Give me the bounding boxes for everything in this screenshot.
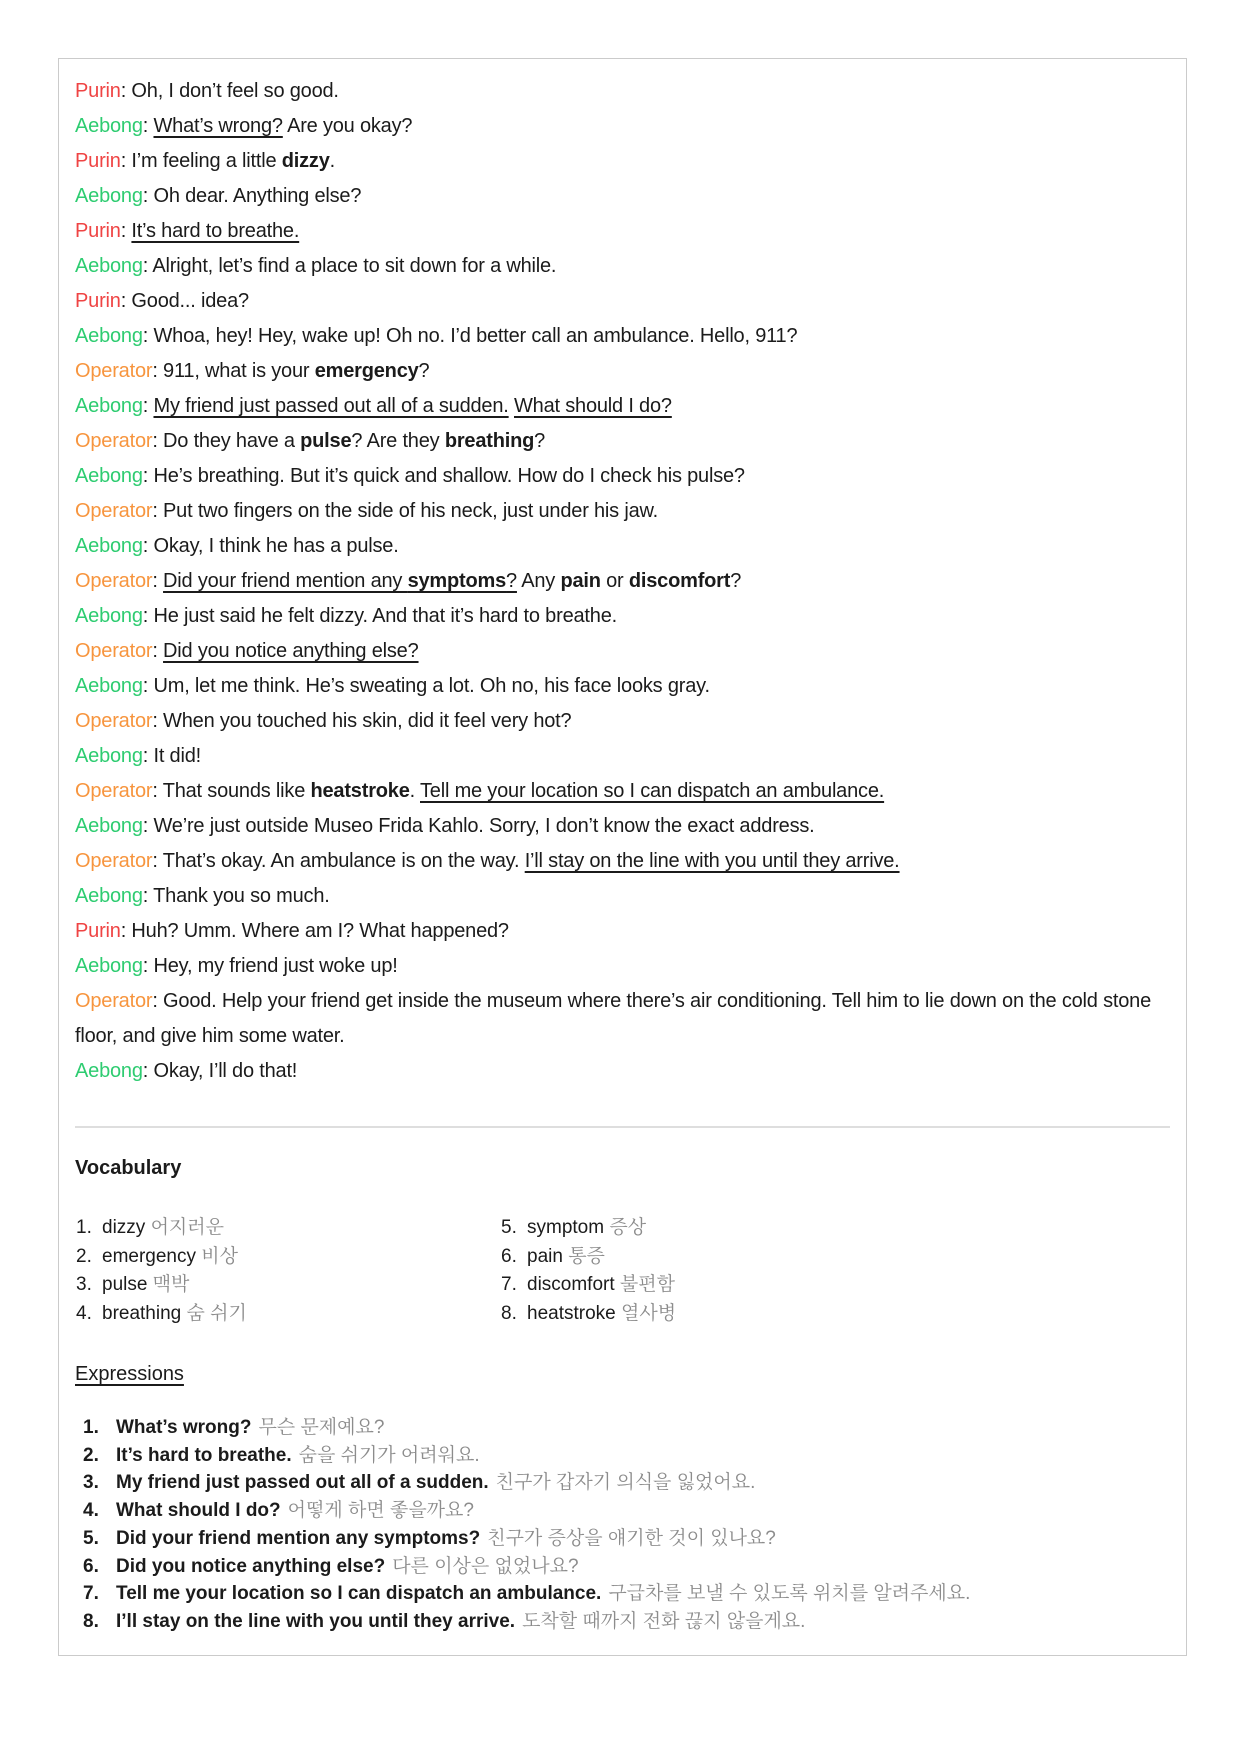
expression-item	[75, 1608, 1170, 1636]
speaker-name-operator: Operator	[75, 430, 153, 452]
dialogue-text: That’s okay. An ambulance is on the way.	[162, 850, 525, 872]
speaker-name-aebong: Aebong	[75, 115, 143, 137]
vocabulary-item	[500, 1214, 1170, 1243]
dialogue-line: Operator: Good. Help your friend get inside the museum where there’s air conditioning. Tell him to lie down on the cold stone floor, and give him some water.	[75, 990, 1151, 1047]
dialogue-line: Aebong: Okay, I’ll do that!	[75, 1060, 298, 1082]
dialogue-text: Are you okay?	[282, 115, 413, 137]
dialogue-text: Good... idea?	[131, 290, 249, 312]
dialogue-line: Aebong: He’s breathing. But it’s quick and shallow. How do I check his pulse?	[75, 465, 745, 487]
speaker-name-operator: Operator	[75, 360, 153, 382]
dialogue-text: When you touched his skin, did it feel very hot?	[163, 710, 572, 732]
dialogue-text: He just said he felt dizzy. And that it’s hard to breathe.	[153, 605, 617, 627]
vocabulary-item-number: 1.	[76, 1217, 92, 1238]
expression-item	[75, 1553, 1170, 1581]
dialogue-line: Purin: Good... idea?	[75, 290, 249, 312]
speaker-name-aebong: Aebong	[75, 535, 143, 557]
dialogue-text: Oh, I don’t feel so good.	[131, 80, 339, 102]
dialogue-text: I’ll stay on the line with you until they arrive.	[524, 850, 900, 872]
expression-item-korean: 다른 이상은 없었나요?	[392, 1555, 579, 1577]
dialogue-line: Operator: That sounds like heatstroke. Tell me your location so I can dispatch an ambulance.	[75, 780, 885, 802]
expression-item-english: It’s hard to breathe.	[116, 1444, 292, 1466]
speaker-name-aebong: Aebong	[75, 255, 143, 277]
speaker-name-aebong: Aebong	[75, 745, 143, 767]
dialogue-line: Operator: When you touched his skin, did it feel very hot?	[75, 710, 572, 732]
vocabulary-item-english: breathing	[102, 1302, 182, 1324]
speaker-name-aebong: Aebong	[75, 325, 143, 347]
expression-item-number: 3.	[83, 1472, 99, 1494]
dialogue-line: Operator: 911, what is your emergency?	[75, 360, 430, 382]
dialogue-line: Aebong: We’re just outside Museo Frida Kahlo. Sorry, I don’t know the exact address.	[75, 815, 815, 837]
dialogue-text: ?	[418, 360, 430, 382]
dialogue-line: Aebong: Thank you so much.	[75, 885, 330, 907]
expression-item	[75, 1442, 1170, 1470]
speaker-name-aebong: Aebong	[75, 395, 143, 417]
speaker-name-aebong: Aebong	[75, 1060, 143, 1082]
vocabulary-item-english: discomfort	[527, 1274, 615, 1295]
expression-item-english: Tell me your location so I can dispatch an ambulance.	[116, 1583, 602, 1605]
vocabulary-item-korean: 증상	[604, 1217, 647, 1238]
dialogue-text: What’s wrong?	[153, 115, 283, 137]
dialogue-line: Operator: Did your friend mention any symptoms? Any pain or discomfort?	[75, 570, 742, 592]
vocabulary-item-korean: 비상	[196, 1245, 238, 1267]
speaker-name-operator: Operator	[75, 640, 153, 662]
speaker-name-operator: Operator	[75, 780, 153, 802]
dialogue-text: It’s hard to breathe.	[131, 220, 300, 242]
vocabulary-item	[75, 1300, 500, 1329]
vocabulary-item-korean: 숨 쉬기	[181, 1302, 247, 1324]
dialogue-text: Did your friend mention any	[163, 570, 408, 592]
vocabulary-item-english: pulse	[102, 1274, 148, 1295]
expression-item-korean: 도착할 때까지 전화 끊지 않을게요.	[522, 1610, 806, 1632]
dialogue-text: dizzy	[281, 150, 330, 172]
vocabulary-item	[500, 1300, 1170, 1329]
dialogue-text: or	[600, 570, 629, 592]
dialogue-text: ?	[506, 570, 517, 592]
dialogue-text: Hey, my friend just woke up!	[153, 955, 398, 977]
vocabulary-item	[500, 1243, 1170, 1272]
expression-item-number: 7.	[83, 1583, 99, 1605]
expression-item-number: 5.	[83, 1527, 99, 1549]
vocabulary-item	[75, 1243, 500, 1272]
dialogue-line: Purin: I’m feeling a little dizzy.	[75, 150, 335, 172]
dialogue-line: Aebong: Okay, I think he has a pulse.	[75, 535, 399, 557]
dialogue-text: pain	[560, 570, 601, 592]
dialogue-text: Put two fingers on the side of his neck, just under his jaw.	[163, 500, 658, 522]
dialogue-text: breathing	[444, 430, 535, 452]
dialogue-line: Aebong: Hey, my friend just woke up!	[75, 955, 398, 977]
dialogue-text: discomfort	[628, 570, 731, 592]
vocabulary-item-number: 3.	[76, 1274, 92, 1295]
speaker-name-aebong: Aebong	[75, 815, 143, 837]
dialogue-text: My friend just passed out all of a sudden.	[153, 395, 509, 417]
expression-item-english: My friend just passed out all of a sudden.	[116, 1472, 489, 1494]
vocabulary-item-english: emergency	[102, 1245, 196, 1267]
dialogue-text: Whoa, hey! Hey, wake up! Oh no. I’d better call an ambulance. Hello, 911?	[153, 325, 798, 347]
worksheet-page	[58, 58, 1187, 1656]
expression-item-korean: 구급차를 보낼 수 있도록 위치를 알려주세요.	[608, 1583, 971, 1605]
expressions-list	[75, 1414, 1170, 1636]
speaker-name-purin: Purin	[75, 920, 121, 942]
expression-item	[75, 1580, 1170, 1608]
vocabulary-item-english: symptom	[527, 1217, 605, 1238]
dialogue-line: Aebong: My friend just passed out all of a sudden. What should I do?	[75, 395, 672, 417]
speaker-name-operator: Operator	[75, 710, 153, 732]
speaker-name-aebong: Aebong	[75, 675, 143, 697]
expression-item-english: What’s wrong?	[116, 1417, 252, 1438]
vocabulary-item	[500, 1271, 1170, 1300]
dialogue-line: Operator: Do they have a pulse? Are they breathing?	[75, 430, 546, 452]
expression-item	[75, 1469, 1170, 1497]
dialogue-section	[75, 74, 1170, 1089]
expression-item-english: What should I do?	[116, 1500, 281, 1522]
speaker-name-aebong: Aebong	[75, 185, 143, 207]
dialogue-text: Do they have a	[163, 430, 301, 452]
vocabulary-item	[75, 1271, 500, 1300]
dialogue-line: Purin: Huh? Umm. Where am I? What happened?	[75, 920, 509, 942]
dialogue-line: Aebong: Oh dear. Anything else?	[75, 185, 362, 207]
expression-item-number: 6.	[83, 1555, 99, 1577]
dialogue-line: Operator: That’s okay. An ambulance is on the way. I’ll stay on the line with you until they arrive.	[75, 850, 900, 872]
dialogue-line: Aebong: What’s wrong? Are you okay?	[75, 115, 413, 137]
dialogue-line: Aebong: Whoa, hey! Hey, wake up! Oh no. I’d better call an ambulance. Hello, 911?	[75, 325, 798, 347]
dialogue-text: ?	[730, 570, 742, 592]
dialogue-text: heatstroke	[310, 780, 410, 802]
speaker-name-purin: Purin	[75, 150, 121, 172]
dialogue-text: We’re just outside Museo Frida Kahlo. Sorry, I don’t know the exact address.	[153, 815, 815, 837]
speaker-name-operator: Operator	[75, 850, 153, 872]
section-divider	[75, 1126, 1170, 1128]
vocabulary-item-number: 8.	[501, 1302, 517, 1324]
dialogue-line: Operator: Put two fingers on the side of his neck, just under his jaw.	[75, 500, 658, 522]
vocabulary-item-number: 4.	[76, 1302, 92, 1324]
expression-item-english: Did your friend mention any symptoms?	[116, 1527, 481, 1549]
speaker-name-operator: Operator	[75, 500, 153, 522]
speaker-name-aebong: Aebong	[75, 465, 143, 487]
dialogue-text: Oh dear. Anything else?	[153, 185, 362, 207]
vocabulary-list	[75, 1214, 1170, 1328]
expression-item	[75, 1414, 1170, 1442]
speaker-name-operator: Operator	[75, 570, 153, 592]
expression-item-number: 4.	[83, 1500, 99, 1522]
speaker-name-purin: Purin	[75, 220, 121, 242]
vocabulary-item-korean: 어지러운	[145, 1217, 224, 1238]
vocabulary-item-english: pain	[527, 1245, 563, 1267]
dialogue-text: pulse	[300, 430, 352, 452]
vocabulary-item-korean: 맥박	[147, 1274, 190, 1295]
speaker-name-aebong: Aebong	[75, 605, 143, 627]
dialogue-text: He’s breathing. But it’s quick and shallow. How do I check his pulse?	[153, 465, 745, 487]
expression-item-korean: 숨을 쉬기가 어려워요.	[298, 1444, 480, 1466]
expression-item-english: I’ll stay on the line with you until they arrive.	[116, 1610, 516, 1632]
dialogue-line: Aebong: Alright, let’s find a place to sit down for a while.	[75, 255, 557, 277]
dialogue-text: Did you notice anything else?	[163, 640, 419, 662]
expressions-heading: Expressions	[75, 1363, 184, 1385]
dialogue-text: Any	[516, 570, 561, 592]
vocabulary-item-number: 2.	[76, 1245, 92, 1267]
expression-item-english: Did you notice anything else?	[116, 1555, 386, 1577]
dialogue-line: Purin: It’s hard to breathe.	[75, 220, 300, 242]
dialogue-text: emergency	[314, 360, 419, 382]
expression-item-number: 2.	[83, 1444, 99, 1466]
dialogue-text: Good. Help your friend get inside the museum where there’s air conditioning. Tell him to lie down on the cold stone floor, and give him some water.	[75, 990, 1151, 1047]
speaker-name-aebong: Aebong	[75, 955, 143, 977]
vocabulary-item-english: heatstroke	[527, 1302, 616, 1324]
expression-item-korean: 친구가 증상을 얘기한 것이 있나요?	[487, 1527, 776, 1549]
vocabulary-item-korean: 열사병	[615, 1302, 677, 1324]
dialogue-text: symptoms	[407, 570, 507, 592]
speaker-name-aebong: Aebong	[75, 885, 143, 907]
dialogue-text: That sounds like	[162, 780, 311, 802]
vocabulary-item-korean: 통증	[562, 1245, 605, 1267]
vocabulary-item-korean: 불편함	[614, 1274, 675, 1295]
dialogue-text: Alright, let’s find a place to sit down for a while.	[152, 255, 557, 277]
dialogue-text: Thank you so much.	[153, 885, 330, 907]
dialogue-text: I’m feeling a little	[131, 150, 282, 172]
dialogue-text: Um, let me think. He’s sweating a lot. Oh no, his face looks gray.	[153, 675, 710, 697]
expression-item	[75, 1525, 1170, 1553]
speaker-name-purin: Purin	[75, 80, 121, 102]
dialogue-text: Okay, I think he has a pulse.	[153, 535, 399, 557]
dialogue-text: Okay, I’ll do that!	[153, 1060, 298, 1082]
dialogue-text: .	[329, 150, 335, 172]
dialogue-line: Aebong: It did!	[75, 745, 202, 767]
dialogue-text: Tell me your location so I can dispatch an ambulance.	[420, 780, 885, 802]
dialogue-line: Aebong: He just said he felt dizzy. And that it’s hard to breathe.	[75, 605, 617, 627]
dialogue-text: .	[409, 780, 420, 802]
expression-item-number: 8.	[83, 1610, 99, 1632]
speaker-name-operator: Operator	[75, 990, 153, 1012]
expression-item	[75, 1497, 1170, 1525]
dialogue-text: Huh? Umm. Where am I? What happened?	[131, 920, 509, 942]
vocabulary-item-number: 7.	[501, 1274, 517, 1295]
expression-item-korean: 무슨 문제예요?	[258, 1417, 385, 1438]
vocabulary-item-number: 6.	[501, 1245, 517, 1267]
expression-item-korean: 친구가 갑자기 의식을 잃었어요.	[495, 1472, 756, 1494]
dialogue-text: It did!	[153, 745, 202, 767]
vocabulary-item	[75, 1214, 500, 1243]
dialogue-text: 911, what is your	[163, 360, 315, 382]
dialogue-text: ? Are they	[351, 430, 445, 452]
dialogue-text: ?	[534, 430, 546, 452]
vocabulary-item-english: dizzy	[102, 1217, 146, 1238]
vocabulary-heading: Vocabulary	[75, 1157, 182, 1179]
dialogue-line: Purin: Oh, I don’t feel so good.	[75, 80, 339, 102]
speaker-name-purin: Purin	[75, 290, 121, 312]
vocabulary-item-number: 5.	[501, 1217, 517, 1238]
expression-item-korean: 어떻게 하면 좋을까요?	[287, 1500, 474, 1522]
dialogue-line: Operator: Did you notice anything else?	[75, 640, 419, 662]
dialogue-text: What should I do?	[514, 395, 672, 417]
dialogue-line: Aebong: Um, let me think. He’s sweating a lot. Oh no, his face looks gray.	[75, 675, 710, 697]
expression-item-number: 1.	[83, 1417, 99, 1438]
